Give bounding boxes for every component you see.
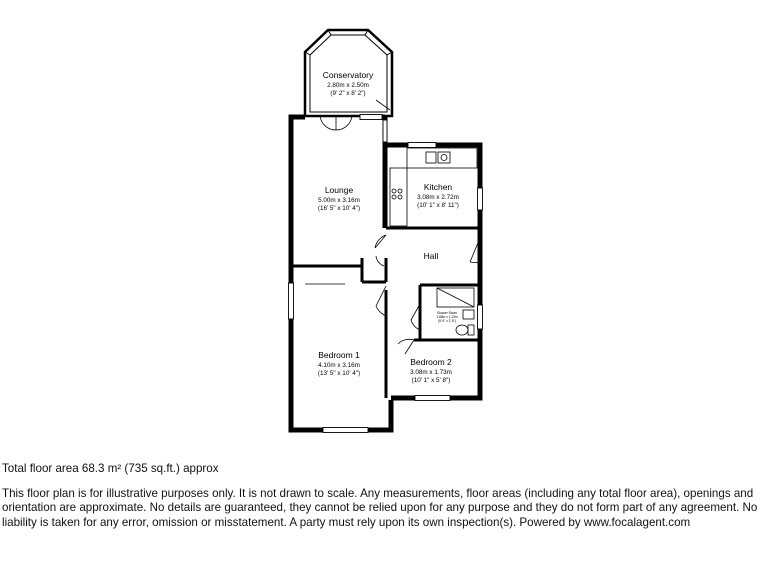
kitchen-name: Kitchen [423, 182, 453, 192]
disclaimer-text: This floor plan is for illustrative purposes only. It is not drawn to scale. Any measurements, floor areas (including any total floor area), openings and orientation are approximate. No details are guaranteed, they cannot be relied upon for any purpose and they do not form part of any agreement. No liability is taken for any error, omission or misstatement. A party must rely upon its own inspection(s). Powered by www.focalagent.com [2, 486, 758, 529]
hall-name: Hall [423, 251, 439, 261]
bedroom1-imperial: (13' 5" x 10' 4") [317, 370, 361, 377]
label-bedroom-1 [318, 350, 360, 377]
floor-plan-footer [2, 462, 766, 530]
conservatory-metric: 2.80m x 2.50m [327, 82, 369, 89]
label-lounge [318, 185, 360, 212]
lounge-imperial: (16' 5" x 10' 4") [317, 205, 361, 212]
conservatory-name: Conservatory [322, 70, 374, 80]
shower-imperial: (5' 6" x 3' 8") [438, 319, 456, 323]
label-shower-room [436, 311, 457, 323]
bedroom2-metric: 3.08m x 1.73m [410, 369, 452, 376]
label-kitchen [417, 182, 459, 209]
conservatory-imperial: (9' 2" x 8' 2") [330, 90, 366, 97]
label-hall [424, 251, 439, 261]
bedroom1-name: Bedroom 1 [318, 350, 360, 360]
bedroom2-imperial: (10' 1" x 5' 8") [411, 377, 451, 384]
label-conservatory [323, 70, 374, 97]
kitchen-imperial: (10' 1" x 8' 11") [417, 202, 459, 209]
label-bedroom-2 [410, 357, 452, 384]
total-floor-area: Total floor area 68.3 m² (735 sq.ft.) approx [2, 462, 219, 475]
kitchen-metric: 3.08m x 2.72m [417, 194, 459, 201]
lounge-metric: 5.00m x 3.16m [318, 197, 360, 204]
bedroom1-metric: 4.10m x 3.16m [318, 362, 360, 369]
bedroom2-name: Bedroom 2 [410, 357, 452, 367]
door-swings [305, 235, 480, 354]
lounge-name: Lounge [324, 185, 354, 195]
shower-metric: 1.68m x 1.13m [436, 315, 458, 319]
shower-name: Shower Room [436, 311, 458, 315]
